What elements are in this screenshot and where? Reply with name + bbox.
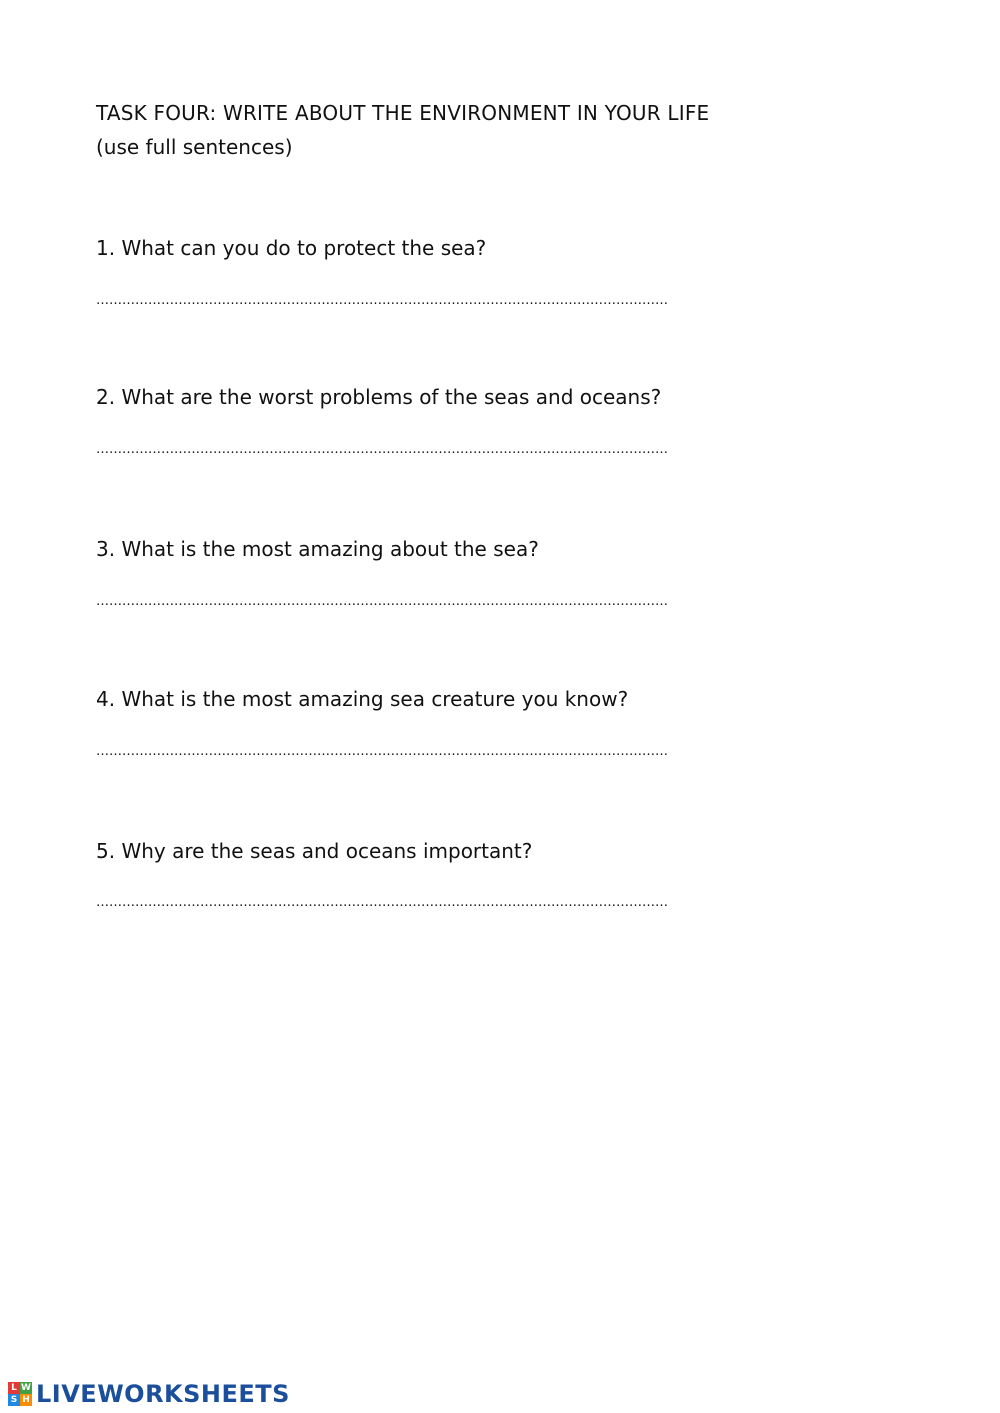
- question-4: 4. What is the most amazing sea creature you know?: [96, 687, 629, 711]
- footer-branding: [8, 1380, 290, 1408]
- question-5: 5. Why are the seas and oceans important?: [96, 839, 533, 863]
- logo-tile: L: [8, 1382, 20, 1394]
- answer-field-1[interactable]: ……………………………………………………………………………………………………………………: [96, 293, 668, 308]
- question-3: 3. What is the most amazing about the sea?: [96, 537, 539, 561]
- answer-field-4[interactable]: ……………………………………………………………………………………………………………………: [96, 744, 668, 759]
- worksheet-title: TASK FOUR: WRITE ABOUT THE ENVIRONMENT IN YOUR LIFE: [96, 101, 710, 125]
- answer-field-5[interactable]: ……………………………………………………………………………………………………………………: [96, 895, 668, 910]
- question-1: 1. What can you do to protect the sea?: [96, 236, 487, 260]
- answer-field-2[interactable]: ……………………………………………………………………………………………………………………: [96, 442, 668, 457]
- liveworksheets-logo-icon: [8, 1382, 32, 1406]
- answer-field-3[interactable]: ……………………………………………………………………………………………………………………: [96, 594, 668, 609]
- logo-tile: H: [20, 1394, 32, 1406]
- brand-name: LIVEWORKSHEETS: [36, 1380, 290, 1408]
- logo-tile: S: [8, 1394, 20, 1406]
- worksheet-instructions: (use full sentences): [96, 135, 293, 159]
- logo-tile: W: [21, 1383, 31, 1393]
- question-2: 2. What are the worst problems of the seas and oceans?: [96, 385, 662, 409]
